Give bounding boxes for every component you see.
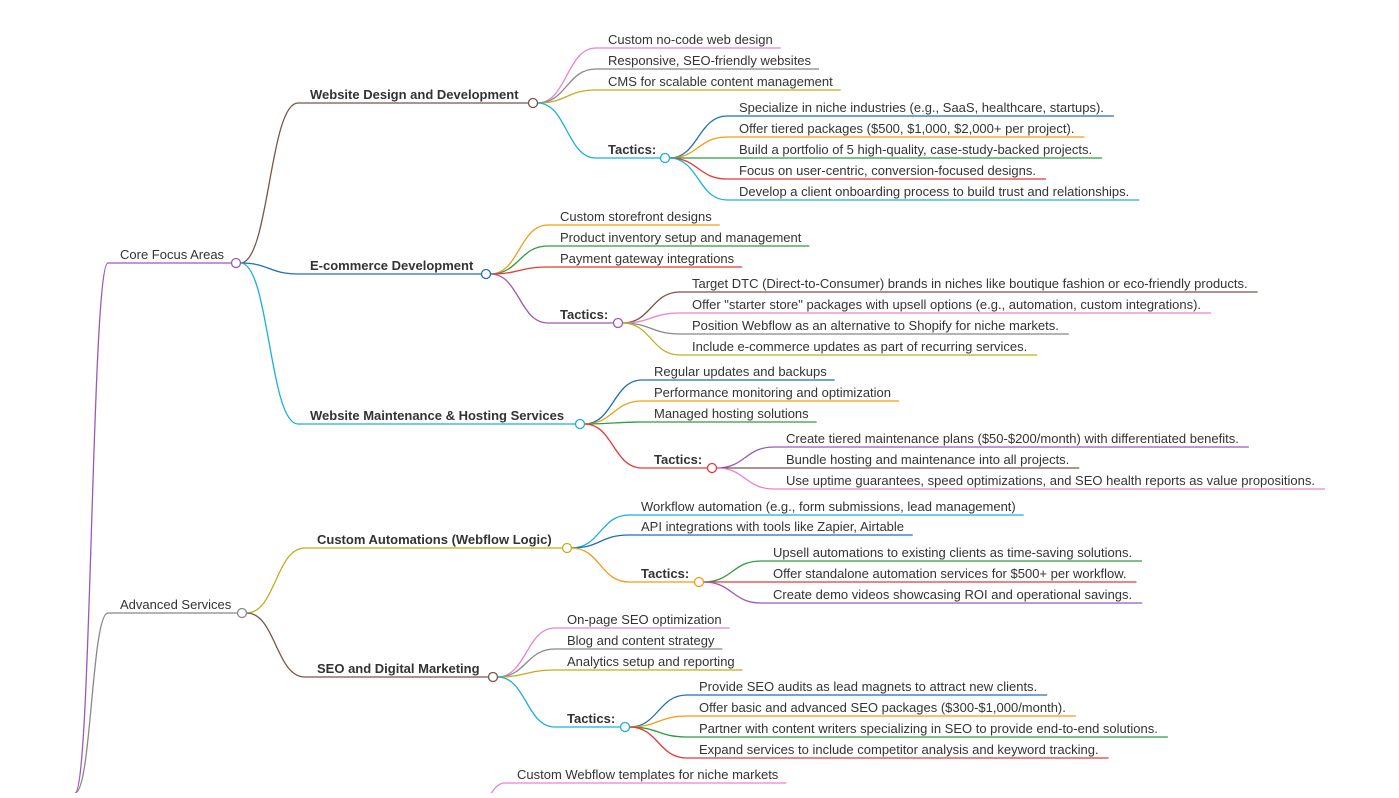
item-label: Analytics setup and reporting	[567, 654, 735, 669]
tactic-label: Specialize in niche industries (e.g., SaaS, healthcare, startups).	[739, 100, 1104, 115]
tactic-link	[623, 323, 681, 355]
tactic-label: Offer tiered packages ($500, $1,000, $2,000+ per project).	[739, 121, 1075, 136]
tactic-label: Create demo videos showcasing ROI and operational savings.	[773, 587, 1133, 602]
item-label: Regular updates and backups	[654, 364, 827, 379]
tactic-link	[704, 561, 762, 582]
item-label: Custom storefront designs	[560, 209, 712, 224]
tactic-label: Offer "starter store" packages with upsell options (e.g., automation, custom integrations).	[692, 297, 1202, 312]
tactic-link	[630, 695, 688, 727]
item-link	[585, 401, 643, 424]
tactic-link	[670, 116, 728, 158]
item-label: Responsive, SEO-friendly websites	[608, 53, 812, 68]
tactics-label: Tactics:	[654, 452, 703, 467]
item-link	[538, 69, 597, 103]
tactics-node	[661, 154, 670, 163]
tactic-label: Provide SEO audits as lead magnets to attract new clients.	[699, 679, 1038, 694]
topic-label: E-commerce Development	[310, 258, 474, 273]
branch-link	[247, 613, 306, 677]
tactic-link	[670, 158, 728, 200]
item-label: Performance monitoring and optimization	[654, 385, 892, 400]
item-label: Blog and content strategy	[567, 633, 715, 648]
tactic-label: Include e-commerce updates as part of recurring services.	[692, 339, 1028, 354]
branch-link	[241, 263, 299, 424]
tactics-label: Tactics:	[641, 566, 690, 581]
tactic-label: Expand services to include competitor analysis and keyword tracking.	[699, 742, 1099, 757]
tactic-label: Develop a client onboarding process to build trust and relationships.	[739, 184, 1130, 199]
topic-node	[529, 99, 538, 108]
tactics-node	[695, 578, 704, 587]
item-label: API integrations with tools like Zapier, Airtable	[641, 519, 905, 534]
topic-node	[576, 420, 585, 429]
tactics-link	[585, 424, 643, 468]
tactic-label: Offer standalone automation services for $500+ per workflow.	[773, 566, 1127, 581]
tactics-link	[572, 548, 630, 582]
tactic-link	[717, 447, 775, 468]
root-link-core	[75, 263, 108, 793]
tactic-label: Position Webflow as an alternative to Shopify for niche markets.	[692, 318, 1059, 333]
tactics-node	[614, 319, 623, 328]
tactics-link	[538, 103, 597, 158]
item-link	[572, 535, 630, 548]
item-link	[538, 48, 597, 103]
trailing-item-label: Custom Webflow templates for niche markets	[517, 767, 779, 782]
item-label: Payment gateway integrations	[560, 251, 735, 266]
topic-node	[489, 673, 498, 682]
tactic-label: Upsell automations to existing clients as time-saving solutions.	[773, 545, 1133, 560]
item-link	[491, 225, 549, 274]
tactics-node	[621, 723, 630, 732]
tactics-link	[498, 677, 556, 727]
branch-label: Core Focus Areas	[120, 247, 225, 262]
tactics-node	[708, 464, 717, 473]
topic-label: Custom Automations (Webflow Logic)	[317, 532, 552, 547]
tactics-label: Tactics:	[560, 307, 609, 322]
tactic-link	[670, 137, 728, 158]
item-link	[498, 628, 556, 677]
branch-link	[247, 548, 306, 613]
topic-label: Website Design and Development	[310, 87, 519, 102]
tactic-label: Partner with content writers specializing in SEO to provide end-to-end solutions.	[699, 721, 1158, 736]
tactic-link	[704, 582, 762, 603]
tactic-label: Create tiered maintenance plans ($50-$200/month) with differentiated benefits.	[786, 431, 1239, 446]
tactics-link	[491, 274, 549, 323]
branch-node	[238, 609, 247, 618]
item-label: CMS for scalable content management	[608, 74, 833, 89]
tactic-label: Focus on user-centric, conversion-focused designs.	[739, 163, 1036, 178]
branch-node	[232, 259, 241, 268]
item-label: Product inventory setup and management	[560, 230, 802, 245]
tactic-label: Build a portfolio of 5 high-quality, case-study-backed projects.	[739, 142, 1093, 157]
topic-node	[563, 544, 572, 553]
trailing-link	[480, 783, 505, 793]
branch-link	[241, 103, 299, 263]
root-link-advanced	[75, 613, 108, 793]
item-label: Managed hosting solutions	[654, 406, 809, 421]
tactic-label: Offer basic and advanced SEO packages ($300-$1,000/month).	[699, 700, 1066, 715]
topic-label: SEO and Digital Marketing	[317, 661, 480, 676]
tactic-link	[717, 468, 775, 489]
branch-label: Advanced Services	[120, 597, 232, 612]
item-label: Workflow automation (e.g., form submissions, lead management)	[641, 499, 1016, 514]
tactic-label: Use uptime guarantees, speed optimizations, and SEO health reports as value propositions.	[786, 473, 1315, 488]
item-label: On-page SEO optimization	[567, 612, 722, 627]
tactic-label: Target DTC (Direct-to-Consumer) brands in niches like boutique fashion or eco-friendly products.	[692, 276, 1248, 291]
tactics-label: Tactics:	[608, 142, 657, 157]
topic-node	[482, 270, 491, 279]
item-label: Custom no-code web design	[608, 32, 773, 47]
tactic-link	[670, 158, 728, 179]
item-link	[572, 515, 630, 548]
tactic-label: Bundle hosting and maintenance into all projects.	[786, 452, 1070, 467]
tactics-label: Tactics:	[567, 711, 616, 726]
topic-label: Website Maintenance & Hosting Services	[310, 408, 565, 423]
